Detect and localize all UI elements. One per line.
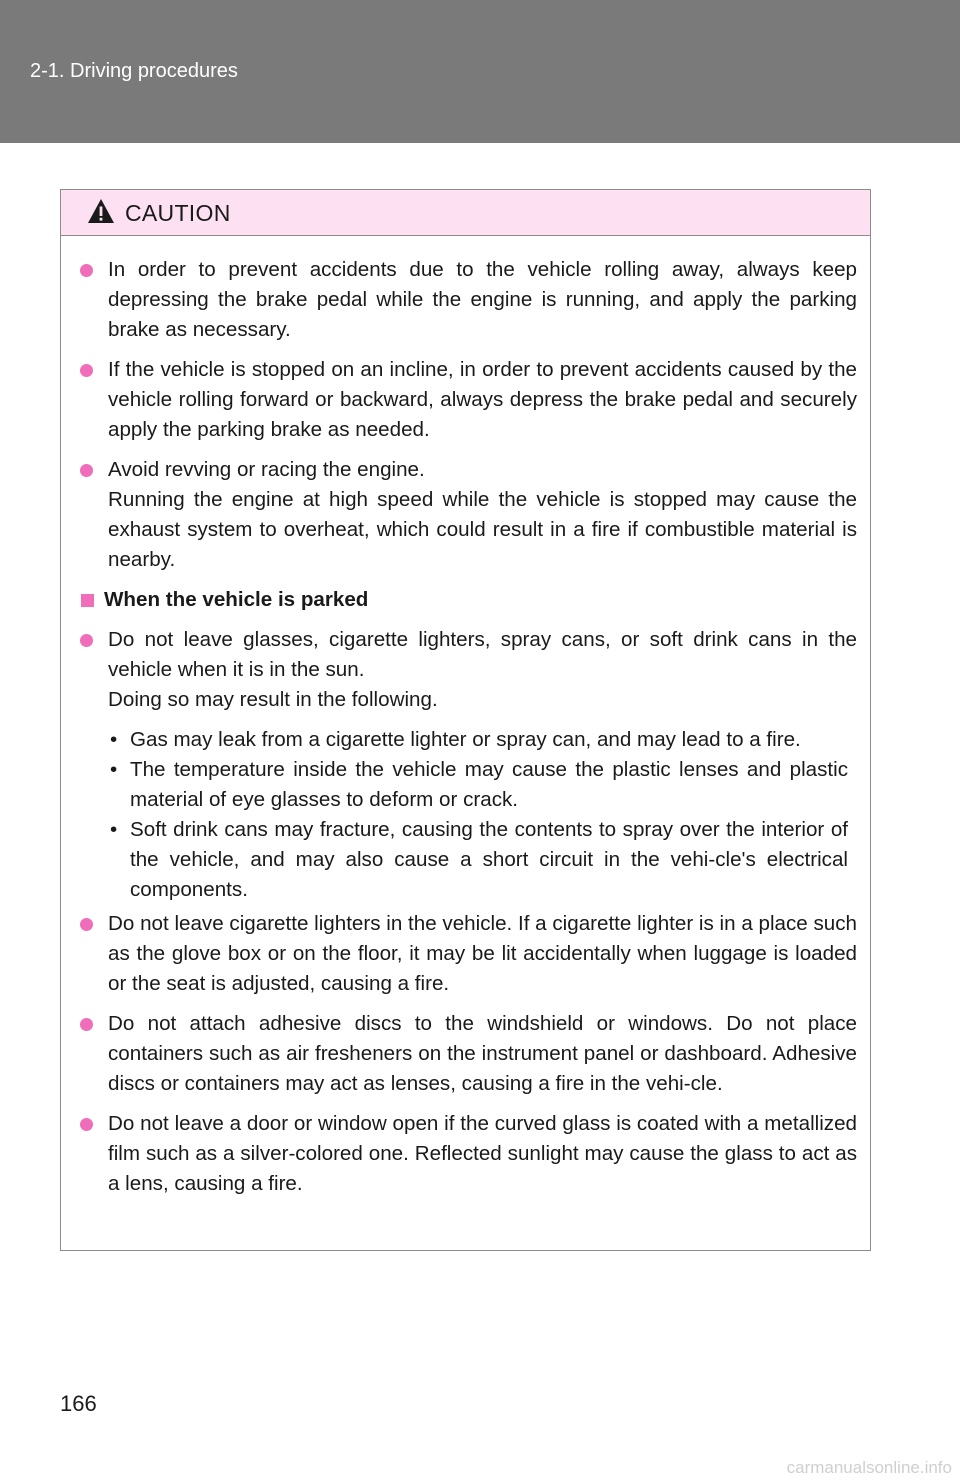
subheading-text: When the vehicle is parked: [104, 588, 369, 611]
bullet-icon: [80, 1118, 93, 1131]
dash-item-text: Soft drink cans may fracture, causing the contents to spray over the interior of the vehicle, and may also cause a short circuit in the vehi-cle's electrical components.: [130, 818, 848, 901]
bullet-icon: [80, 464, 93, 477]
list-item-text: Do not attach adhesive discs to the windshield or windows. Do not place containers such as air fresheners on the instrument panel or dashboard. Adhesive discs or containers may act as lenses, causing a fire in the vehi-cle.: [108, 1012, 857, 1095]
list-item-text: Do not leave glasses, cigarette lighters, spray cans, or soft drink cans in the vehicle when it is in the sun.: [108, 628, 857, 681]
caution-title: CAUTION: [125, 200, 231, 226]
list-item: [108, 1109, 857, 1199]
list-item-text: If the vehicle is stopped on an incline, in order to prevent accidents caused by the vehicle rolling forward or backward, always depress the brake pedal and securely apply the parking brake as needed.: [108, 358, 857, 441]
list-item-text: Do not leave a door or window open if the curved glass is coated with a metallized film such as a silver-colored one. Reflected sunlight may cause the glass to act as a lens, causing a fire.: [108, 1112, 857, 1195]
dash-item: • Gas may leak from a cigarette lighter or spray can, and may lead to a fire.: [108, 725, 848, 755]
list-item-text: Doing so may result in the following.: [108, 688, 438, 711]
list-item: [108, 355, 857, 445]
footer-watermark: carmanualsonline.info: [786, 1458, 952, 1477]
bullet-icon: [80, 918, 93, 931]
header-band: [0, 0, 960, 143]
dash-item: • The temperature inside the vehicle may cause the plastic lenses and plastic material of eye glasses to deform or crack.: [108, 755, 848, 815]
caution-header: [61, 190, 870, 236]
page-number: 166: [60, 1391, 97, 1416]
bullet-icon: [80, 364, 93, 377]
dash-list: [108, 725, 848, 905]
bullet-icon: [80, 264, 93, 277]
bullet-icon: [80, 1018, 93, 1031]
caution-content: [61, 236, 870, 1199]
dash-item: • Soft drink cans may fracture, causing the contents to spray over the interior of the vehicle, and may also cause a short circuit in the vehi-cle's electrical components.: [108, 815, 848, 905]
section-title: 2-1. Driving procedures: [30, 60, 238, 82]
list-item-text: Running the engine at high speed while the vehicle is stopped may cause the exhaust system to overheat, which could result in a fire if combustible material is nearby.: [108, 488, 857, 571]
caution-box: [60, 189, 871, 1251]
list-item-text: Do not leave cigarette lighters in the vehicle. If a cigarette lighter is in a place such as the glove box or on the floor, it may be lit accidentally when luggage is loaded or the seat is adjusted, causing a fire.: [108, 912, 857, 995]
dash-item-text: The temperature inside the vehicle may cause the plastic lenses and plastic material of eye glasses to deform or crack.: [130, 758, 848, 811]
bullet-icon: [80, 634, 93, 647]
list-item: [108, 455, 857, 575]
list-item: [108, 625, 857, 715]
list-item-text: Avoid revving or racing the engine.: [108, 458, 425, 481]
square-bullet-icon: [81, 594, 94, 607]
list-item: [108, 255, 857, 345]
dash-item-text: Gas may leak from a cigarette lighter or spray can, and may lead to a fire.: [130, 728, 801, 751]
list-item-text: In order to prevent accidents due to the vehicle rolling away, always keep depressing the brake pedal while the engine is running, and apply the parking brake as necessary.: [108, 258, 857, 341]
subheading: [83, 585, 870, 615]
warning-icon: [87, 198, 115, 224]
list-item: [108, 1009, 857, 1099]
list-item: [108, 909, 857, 999]
